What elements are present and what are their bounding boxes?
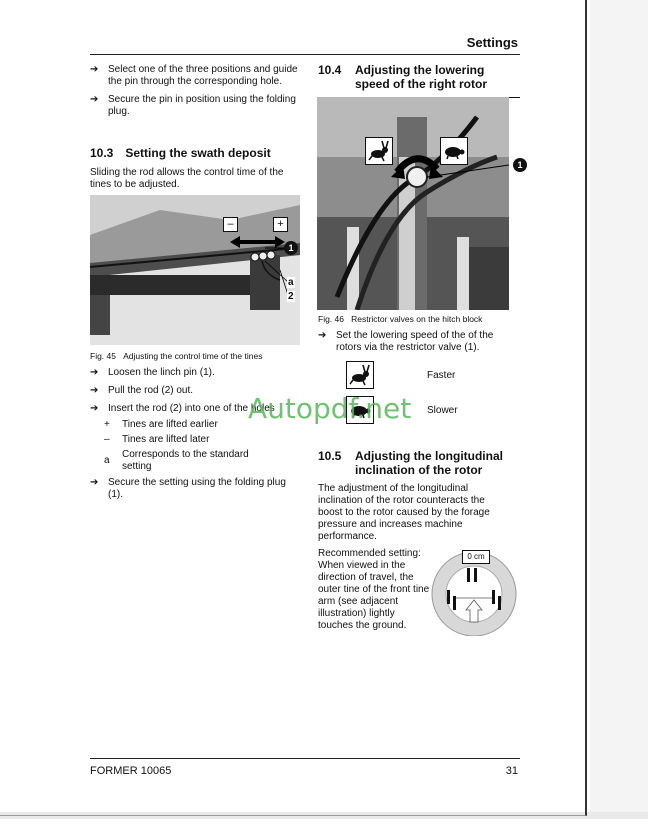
arrow-icon: ➔ (90, 367, 99, 378)
rabbit-icon (365, 137, 393, 165)
heading-wrap (318, 449, 528, 477)
section-10-5-recommended (318, 548, 430, 632)
plus-label-box (273, 217, 288, 232)
section-10-5-body: The adjustment of the longitudinal inclination of the rotor counteracts the boost to the rotor caused by the forage pressure and increases machine performance. (318, 483, 490, 542)
header-rule (90, 54, 520, 55)
section-title-line: Adjusting the longitudinal (355, 449, 503, 463)
section-title: Setting the swath deposit (125, 146, 271, 160)
arrow-icon: ➔ (90, 477, 99, 488)
footer-page-number: 31 (505, 765, 518, 777)
step-text: Set the lowering speed of the of the rotors via the restrictor valve (1). (336, 330, 494, 353)
step-item (90, 477, 290, 501)
section-10-5-heading (318, 449, 528, 477)
recommended-body: When viewed in the direction of travel, the outer tine of the front tine arm (see adjacent illustration) lightly touches the ground. (318, 560, 430, 631)
label-a: a (288, 277, 294, 288)
callout-1: 1 (284, 241, 298, 255)
step-item (90, 367, 300, 379)
option-text: Tines are lifted earlier (122, 419, 218, 430)
footer-doc-name: FORMER 10065 (90, 765, 172, 777)
option-symbol: – (104, 434, 110, 445)
watermark-text: Autopdf.net (248, 392, 412, 425)
section-number: 10.5 (318, 449, 342, 463)
hitch-block-illustration (317, 97, 509, 310)
intro-bullet (90, 64, 300, 88)
speed-slower-label: Slower (427, 405, 458, 416)
step-text: Secure the setting using the folding plug (1). (108, 477, 286, 500)
figure-46-corner (509, 97, 520, 98)
figure-46-photo (317, 97, 509, 310)
footer-rule (90, 758, 520, 759)
option-item (104, 434, 274, 446)
option-symbol: a (104, 455, 110, 466)
figure-45-caption (90, 351, 300, 361)
section-10-3-final-step (90, 477, 290, 501)
arrow-icon: ➔ (90, 64, 99, 75)
section-title-line: Adjusting the lowering (355, 63, 485, 77)
option-symbol: + (104, 419, 110, 430)
label-2: 2 (288, 291, 294, 302)
section-10-3-body: Sliding the rod allows the control time of the tines to be adjusted. (90, 167, 284, 190)
section-10-4-heading (318, 63, 528, 91)
intro-bullet (90, 94, 300, 118)
arrow-icon: ➔ (318, 330, 327, 341)
speed-faster-label: Faster (427, 370, 456, 381)
intro-bullet-text: Secure the pin in position using the folding plug. (108, 94, 296, 117)
caption-text: Adjusting the control time of the tines (123, 351, 263, 361)
intro-bullet-text: Select one of the three positions and guide the pin through the corresponding hole. (108, 64, 298, 87)
intro-bullets (90, 64, 300, 118)
minus-label: – (227, 218, 234, 230)
page-margin-strip (590, 0, 648, 819)
rabbit-icon (346, 361, 374, 389)
arrow-icon: ➔ (90, 94, 99, 105)
step-text: Pull the rod (2) out. (108, 385, 194, 396)
callout-1: 1 (513, 158, 527, 172)
step-text: Loosen the linch pin (1). (108, 367, 215, 378)
section-10-4-step (318, 330, 513, 354)
arrow-icon: ➔ (90, 403, 99, 414)
page-header-title: Settings (466, 35, 518, 50)
step-text: Insert the rod (2) into one of the holes (108, 403, 275, 414)
option-text: Corresponds to the standard setting (122, 449, 249, 472)
section-10-3-heading (90, 146, 271, 160)
caption-number: Fig. 46 (318, 314, 344, 324)
arrow-icon: ➔ (90, 385, 99, 396)
option-item (104, 449, 274, 473)
figure-46-caption (318, 314, 518, 324)
tine-control-illustration (90, 195, 300, 345)
section-title-line: inclination of the rotor (355, 463, 483, 477)
turtle-icon (440, 137, 468, 165)
section-number: 10.4 (318, 63, 342, 77)
step-item (318, 330, 513, 354)
recommended-label: Recommended setting: (318, 548, 421, 559)
figure-45-photo (90, 195, 300, 345)
caption-number: Fig. 45 (90, 351, 116, 361)
section-title-line: speed of the right rotor (355, 77, 487, 91)
heading-wrap (318, 63, 528, 91)
rotor-inclination-diagram (428, 548, 520, 636)
minus-label-box (223, 217, 238, 232)
plus-label: + (277, 218, 284, 230)
section-number: 10.3 (90, 146, 114, 160)
option-text: Tines are lifted later (122, 434, 210, 445)
caption-text: Restrictor valves on the hitch block (351, 314, 483, 324)
zero-cm-label: 0 cm (462, 550, 490, 564)
section-10-3-options (104, 419, 274, 473)
